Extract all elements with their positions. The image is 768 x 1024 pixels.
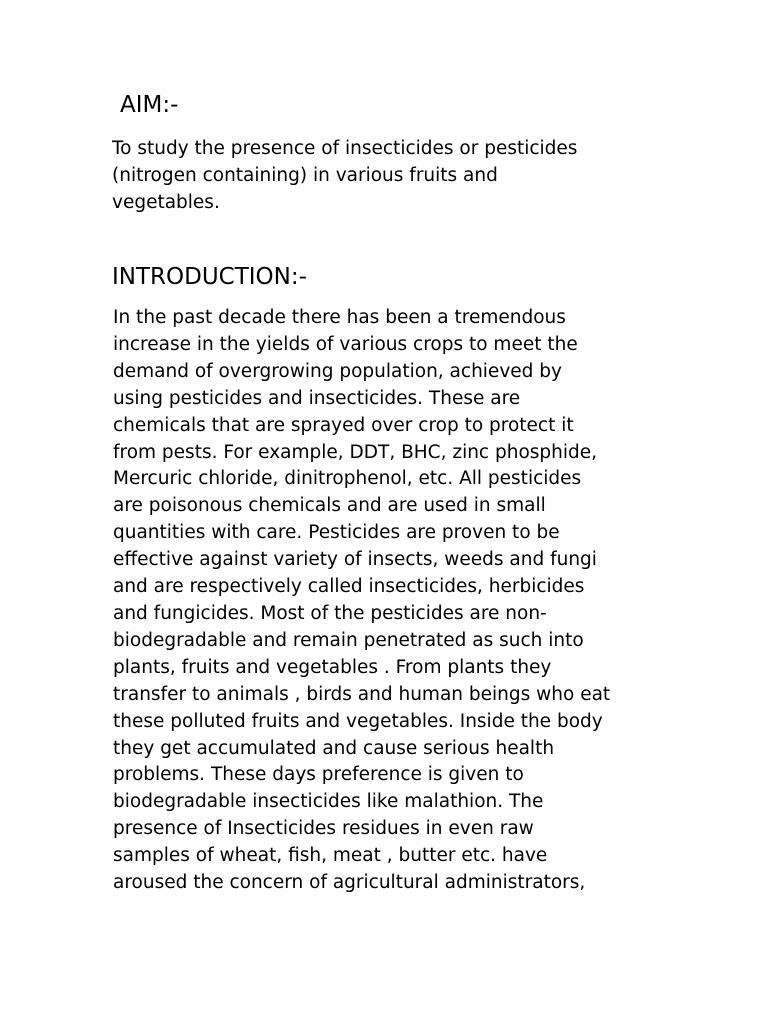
introduction-heading: INTRODUCTION:- (112, 264, 307, 290)
aim-paragraph: To study the presence of insecticides or pesticides (nitrogen containing) in various fruits and vegetables. (112, 138, 578, 213)
aim-heading: AIM:- (120, 92, 179, 118)
introduction-paragraph: In the past decade there has been a tremendous increase in the yields of various crops to meet the demand of overgrowing population, achieved by using pesticides and insecticides. These are chemicals that are sprayed over crop to protect it from pests. For example, DDT, BHC, zinc phosphide, Mercuric chloride, dinitrophenol, etc. All pesticides are poisonous chemicals and are used in small quantities with care. Pesticides are proven to be effective against variety of insects, weeds and fungi and are respectively called insecticides, herbicides and fungicides. Most of the pesticides are non- biodegradable and remain penetrated as such into plants, fruits and vegetables . From plants they transfer to animals , birds and human beings who eat these polluted fruits and vegetables. Inside the body they get accumulated and cause serious health problems. These days preference is given to biodegradable insecticides like malathion. The presence of Insecticides residues in even raw samples of wheat, fish, meat , butter etc. have aroused the concern of agricultural administrators, (113, 307, 611, 894)
